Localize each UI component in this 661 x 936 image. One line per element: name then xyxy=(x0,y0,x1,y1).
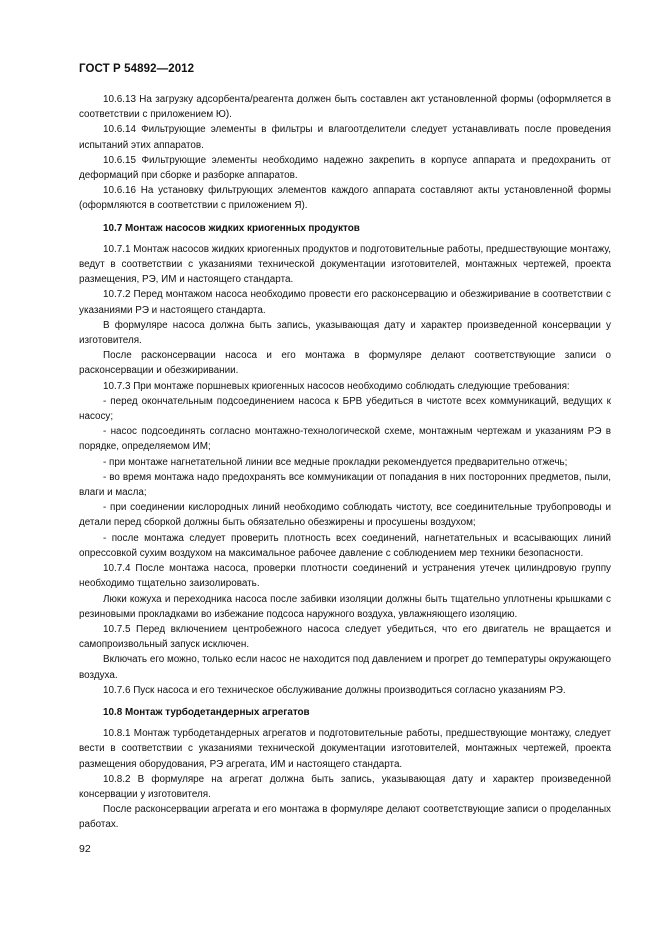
paragraph-10-8-2: 10.8.2 В формуляре на агрегат должна быть запись, указывающая дату и характер произведенной консервации у изготовителя. xyxy=(79,773,611,800)
paragraph-10-7-6: 10.7.6 Пуск насоса и его техническое обслуживание должны производиться согласно указаниям РЭ. xyxy=(103,684,566,696)
paragraph-10-7-1: 10.7.1 Монтаж насосов жидких криогенных продуктов и подготовительные работы, предшествующие монтажу, ведут в соответствии с указаниями технической документации изготовителей, монтажных чертежей, проекта размещения, РЭ, ИМ и настоящего стандарта. xyxy=(79,243,611,286)
section-heading-10-7: 10.7 Монтаж насосов жидких криогенных продуктов xyxy=(103,222,360,234)
paragraph-10-6-13: 10.6.13 На загрузку адсорбента/реагента должен быть составлен акт установленной формы (оформляется в соответствии с приложением Ю). xyxy=(79,94,611,121)
list-item: - во время монтажа надо предохранять все коммуникации от попадания в них посторонних предметов, пыли, влаги и масла; xyxy=(79,471,611,499)
list-item: - при соединении кислородных линий необходимо соблюдать чистоту, все соединительные трубопроводы и детали перед сборкой должны быть обязательно обезжирены и просушены воздухом; xyxy=(79,502,611,529)
paragraph: После расконсервации агрегата и его монтажа в формуляре делают соответствующие записи о проделанных работах. xyxy=(79,804,611,831)
section-heading-10-8: 10.8 Монтаж турбодетандерных агрегатов xyxy=(103,706,310,718)
list-item: - при монтаже нагнетательной линии все медные прокладки рекомендуется предварительно отжечь; xyxy=(103,456,568,468)
paragraph-10-7-2: 10.7.2 Перед монтажом насоса необходимо провести его расконсервацию и обезжиривание в соответствии с указаниями РЭ и настоящего стандарта. xyxy=(79,289,611,316)
paragraph: В формуляре насоса должна быть запись, указывающая дату и характер произведенной консервации у изготовителя. xyxy=(79,319,611,347)
paragraph-10-6-14: 10.6.14 Фильтрующие элементы в фильтры и влагоотделители следует устанавливать после проведения испытаний этих аппаратов. xyxy=(79,124,611,151)
paragraph-10-6-16: 10.6.16 На установку фильтрующих элементов каждого аппарата составляют акты установленной формы (оформляются в соответствии с приложением Я). xyxy=(79,185,611,212)
document-body xyxy=(79,92,611,833)
paragraph-10-7-5: 10.7.5 Перед включением центробежного насоса следует убедиться, что его двигатель не вращается и самопроизвольный запуск исключен. xyxy=(79,623,611,651)
paragraph-10-8-1: 10.8.1 Монтаж турбодетандерных агрегатов и подготовительные работы, предшествующие монтажу, следует вести в соответствии с указаниями технической документации изготовителей, монтажных чертежей, проекта размещения оборудования, РЭ агрегата, ИМ и настоящего стандарта. xyxy=(79,728,611,770)
paragraph: После расконсервации насоса и его монтажа в формуляре делают соответствующие записи о расконсервации и обезжиривании. xyxy=(79,350,611,377)
list-item: - насос подсоединять согласно монтажно-технологической схеме, монтажным чертежам и указаниям РЭ в порядке, определяемом ИМ; xyxy=(79,426,611,453)
page-number: 92 xyxy=(79,843,91,855)
list-item: - после монтажа следует проверить плотность всех соединений, нагнетательных и всасывающих линий опрессовкой сухим воздухом на максимальное рабочее давление с соблюдением мер техники безопасности. xyxy=(79,532,611,559)
paragraph: Люки кожуха и переходника насоса после забивки изоляции должны быть тщательно уплотнены крышками с резиновыми прокладками во избежание подсоса наружного воздуха, увлажняющего изоляцию. xyxy=(79,593,611,620)
list-item: - перед окончательным подсоединением насоса к БРВ убедиться в чистоте всех коммуникаций, ведущих к насосу; xyxy=(79,395,611,423)
page-header: ГОСТ Р 54892—2012 xyxy=(79,63,195,75)
paragraph-10-7-3: 10.7.3 При монтаже поршневых криогенных насосов необходимо соблюдать следующие требования: xyxy=(103,380,570,392)
paragraph-10-7-4: 10.7.4 После монтажа насоса, проверки плотности соединений и устранения утечек цилиндровую группу необходимо тщательно заизолировать. xyxy=(79,563,611,590)
paragraph-10-6-15: 10.6.15 Фильтрующие элементы необходимо надежно закрепить в корпусе аппарата и предохранить от деформаций при сборке и разборке аппаратов. xyxy=(79,154,611,182)
paragraph: Включать его можно, только если насос не находится под давлением и прогрет до температуры окружающего воздуха. xyxy=(79,654,611,681)
